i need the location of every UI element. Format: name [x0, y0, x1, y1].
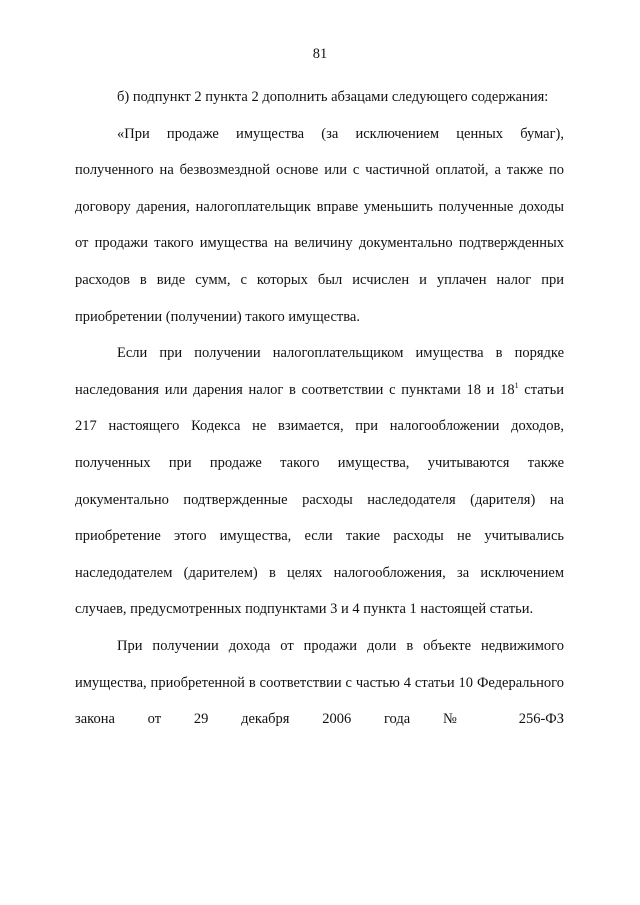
paragraph-text-before-superscript: Если при получении налогоплательщиком имущества в порядке наследования или дарения налог в соответствии с пунктами 18 и 18	[75, 345, 564, 398]
paragraph-subitem-b: б) подпункт 2 пункта 2 дополнить абзацами следующего содержания:	[117, 89, 549, 105]
paragraph-property-sale-deduction: «При продаже имущества (за исключением ценных бумаг), полученного на безвозмездной основе или с частичной оплатой, а также по договору дарения, налогоплательщик вправе уменьшить полученные доходы от продажи такого имущества на величину документально подтвержденных расходов в виде сумм, с которых был исчислен и уплачен налог при приобретении (получении) такого имущества.	[75, 125, 564, 325]
page-number: 81	[312, 46, 328, 62]
paragraph-share-sale: При получении дохода от продажи доли в объекте недвижимого имущества, приобретенной в соответствии с частью 4 статьи 10 Федерального закона от 29 декабря 2006 года № 256-ФЗ	[75, 637, 564, 728]
paragraph-inheritance-gift	[75, 335, 564, 628]
superscript-marker: 1	[514, 380, 519, 390]
paragraph-text-after-superscript: статьи 217 настоящего Кодекса не взимается, при налогообложении доходов, полученных при продаже такого имущества, учитываются также документально подтвержденные расходы наследодателя (дарителя) на приобретение этого имущества, если такие расходы не учитывались наследодателем (дарителем) в целях налогообложения, за исключением случаев, предусмотренных подпунктами 3 и 4 пункта 1 настоящей статьи.	[75, 381, 564, 618]
document-body	[75, 79, 564, 738]
